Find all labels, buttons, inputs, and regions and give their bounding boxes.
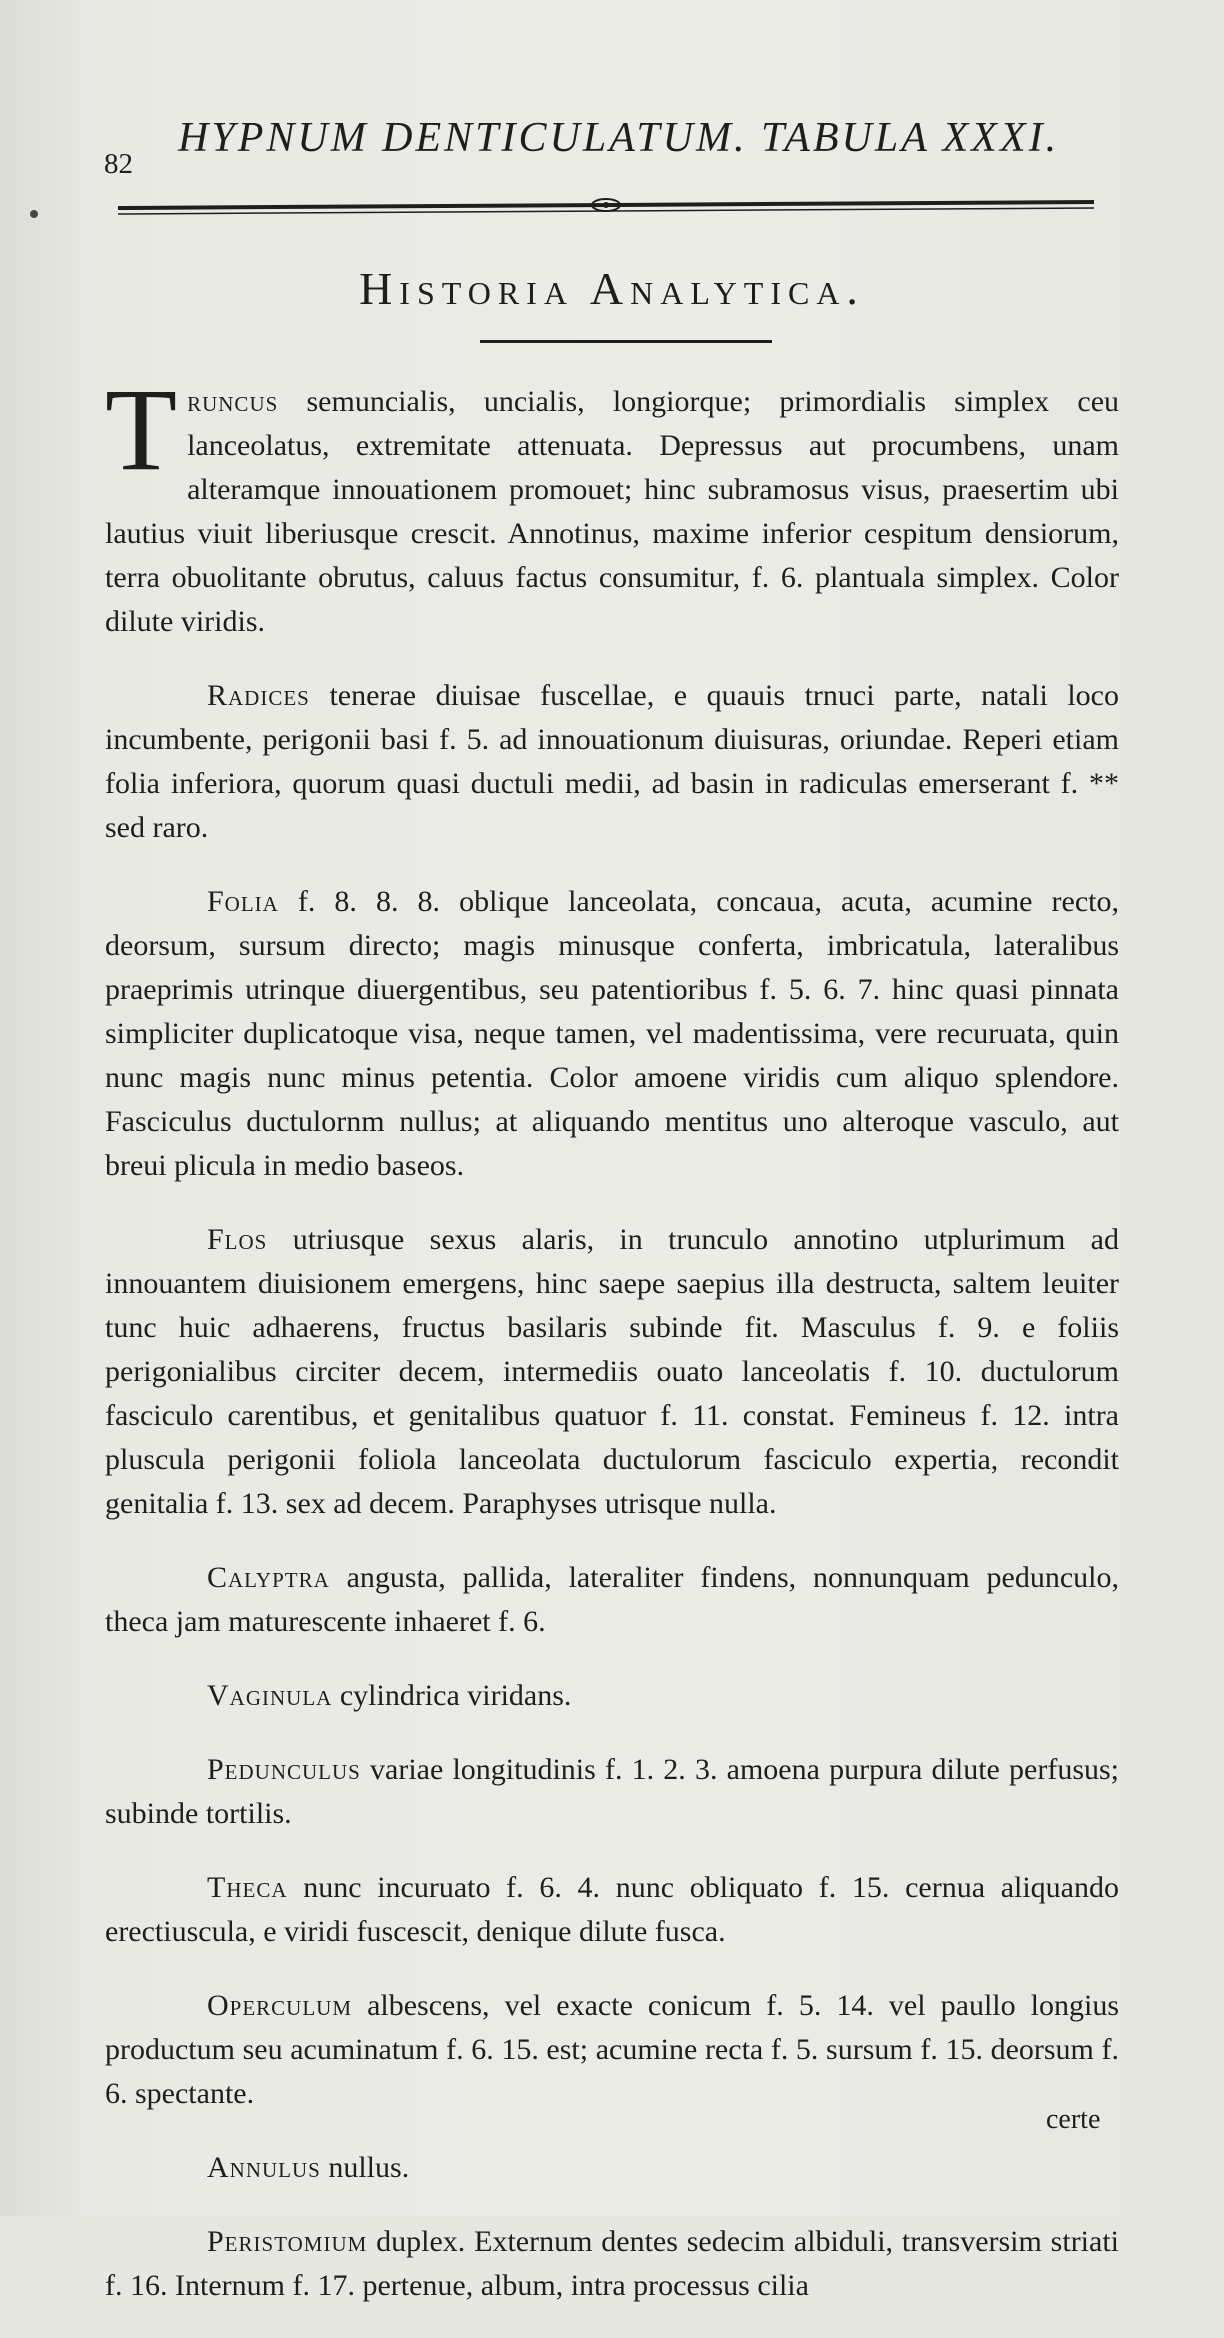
paragraph-text: angusta, pallida, lateraliter findens, nonnunquam pedunculo, theca jam maturescente inhaeret f. 6. bbox=[105, 1561, 1120, 1638]
paragraph-truncus bbox=[105, 364, 1120, 644]
paragraph-lead: Pedunculus bbox=[207, 1753, 361, 1786]
ink-speck bbox=[30, 210, 38, 218]
page-number: 82 bbox=[104, 148, 133, 180]
paragraph-lead: Annulus bbox=[207, 2151, 321, 2184]
paragraph-text: cylindrica viridans. bbox=[339, 1679, 572, 1712]
running-head bbox=[104, 108, 1094, 180]
paragraph-lead: Folia bbox=[207, 885, 279, 918]
paragraph-calyptra bbox=[105, 1556, 1119, 1644]
paragraph-lead: Vaginula bbox=[207, 1679, 333, 1712]
paragraph-vaginula bbox=[105, 1674, 1119, 1718]
paragraph-folia bbox=[105, 880, 1119, 1188]
paragraph-text: tenerae diuisae fuscellae, e quauis trnuci parte, natali loco incumbente, perigonii basi f. 5. ad innouationum diuisuras, oriundae. Reperi etiam folia inferiora, quorum quasi ductuli medii, ad basin in radiculas emerserant f. ** sed raro. bbox=[105, 679, 1119, 844]
paragraph-text: nullus. bbox=[328, 2151, 410, 2184]
paragraph-text: albescens, vel exacte conicum f. 5. 14. vel paullo longius productum seu acuminatum f. 6. 15. est; acumine recta f. 5. sursum f. 15. deorsum f. 6. spectante. bbox=[105, 1989, 1120, 2110]
paragraph-pedunculus bbox=[105, 1748, 1119, 1836]
paragraph-theca bbox=[105, 1866, 1119, 1954]
paragraph-radices bbox=[105, 674, 1119, 850]
body-text bbox=[105, 364, 1120, 2338]
catchword: certe bbox=[1046, 2104, 1101, 2135]
paragraph-text: duplex. Externum dentes sedecim albiduli, transversim striati f. 16. Internum f. 17. pertenue, album, intra processus cilia bbox=[105, 2225, 1120, 2302]
paragraph-lead: Peristomium bbox=[207, 2225, 368, 2258]
ornamental-rule bbox=[118, 184, 1094, 220]
paragraph-lead: Radices bbox=[207, 679, 310, 712]
paragraph-text: variae longitudinis f. 1. 2. 3. amoena purpura dilute perfusus; subinde tortilis. bbox=[105, 1753, 1119, 1830]
running-title: HYPNUM DENTICULATUM. TABULA XXXI. bbox=[178, 115, 1060, 161]
paragraph-lead: Operculum bbox=[207, 1989, 353, 2022]
paragraph-lead: Theca bbox=[207, 1871, 288, 1904]
paragraph-lead: Flos bbox=[207, 1223, 268, 1256]
drop-cap: T bbox=[105, 364, 178, 495]
heading-underline bbox=[480, 340, 772, 343]
paragraph-peristomium bbox=[105, 2220, 1119, 2308]
paragraph-text: semuncialis, uncialis, longiorque; primordialis simplex ceu lanceolatus, extremitate attenuata. Depressus aut procumbens, unam alteramque innouationem promouet; hinc subramosus visus, praesertim ubi lautius viuit liberiusque crescit. Annotinus, maxime inferior cespitum densiorum, terra obuolitante obrutus, caluus factus consumitur, f. 6. plantuala simplex. Color dilute viridis. bbox=[105, 385, 1120, 638]
paragraph-text: f. 8. 8. 8. oblique lanceolata, concaua, acuta, acumine recto, deorsum, sursum directo; magis minusque conferta, imbricatula, lateralibus praeprimis utrinque diuergentibus, seu patentioribus f. 5. 6. 7. hinc quasi pinnata simpliciter duplicatoque visa, neque tamen, vel madentissima, vere recuruata, quin nunc magis nunc minus petentia. Color amoene viridis cum aliquo splendore. Fasciculus ductulornm nullus; at aliquando mentitus uno alteroque vasculo, aut breui plicula in medio baseos. bbox=[105, 885, 1119, 1182]
paragraph-lead: runcus bbox=[187, 385, 279, 418]
section-heading: Historia Analytica. bbox=[359, 263, 865, 314]
paragraph-operculum bbox=[105, 1984, 1119, 2116]
paragraph-annulus bbox=[105, 2146, 1119, 2190]
paragraph-text: nunc incuruato f. 6. 4. nunc obliquato f. 15. cernua aliquando erectiuscula, e viridi fuscescit, denique dilute fusca. bbox=[105, 1871, 1119, 1948]
paragraph-flos bbox=[105, 1218, 1119, 1526]
paragraph-lead: Calyptra bbox=[207, 1561, 330, 1594]
paragraph-text: utriusque sexus alaris, in trunculo annotino utplurimum ad innouantem diuisionem emergens, hinc saepe saepius illa destructa, saltem leuiter tunc huic adhaerens, fructus basilaris subinde fit. Masculus f. 9. e foliis perigonialibus circiter decem, intermediis ouato lanceolatis f. 10. ductulorum fasciculo carentibus, et genitalibus quatuor f. 11. constat. Femineus f. 12. intra pluscula perigonii foliola lanceolata ductulorum fasciculo expertia, recondit genitalia f. 13. sex ad decem. Paraphyses utrisque nulla. bbox=[105, 1223, 1120, 1520]
